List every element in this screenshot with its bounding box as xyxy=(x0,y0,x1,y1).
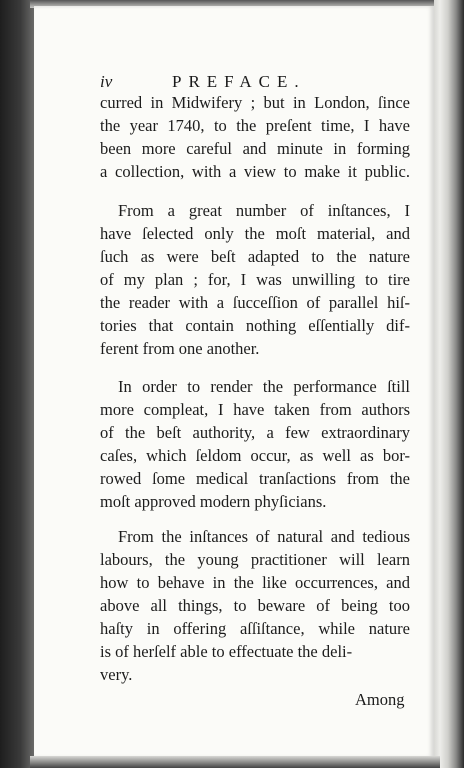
text-line: very. xyxy=(100,665,133,684)
text-line: is of herſelf able to effectuate the deli- xyxy=(100,642,353,661)
text-line: have ſelected only the moſt material, and xyxy=(100,224,410,243)
catchword: Among xyxy=(355,690,405,709)
text-line: above all things, to beware of being too xyxy=(100,596,410,615)
text-line: caſes, which ſeldom occur, as well as bor- xyxy=(100,446,410,465)
text-line: how to behave in the like occurrences, and xyxy=(100,573,410,592)
page-bottom-edge xyxy=(30,756,440,768)
text-line: of my plan ; for, I was unwilling to tire xyxy=(100,270,410,289)
text-line: ferent from one another. xyxy=(100,339,260,358)
text-line: of the beſt authority, a few extraordinary xyxy=(100,423,410,442)
page-number: iv xyxy=(100,72,113,91)
text-line: been more careful and minute in forming xyxy=(100,139,410,158)
text-line: curred in Midwifery ; but in London, ſince xyxy=(100,93,410,112)
running-title: PREFACE. xyxy=(172,72,306,91)
book-gutter-shadow xyxy=(0,0,34,768)
text-line: rowed ſome medical tranſactions from the xyxy=(100,469,410,488)
text-line: tories that contain nothing eſſentially dif- xyxy=(100,316,410,335)
page-stack-edge xyxy=(434,0,464,768)
text-line: From a great number of inſtances, I xyxy=(118,201,410,220)
text-line: From the inſtances of natural and tedious xyxy=(118,527,410,546)
text-line: In order to render the performance ſtill xyxy=(118,377,410,396)
text-line: more compleat, I have taken from authors xyxy=(100,400,410,419)
text-line: a collection, with a view to make it public. xyxy=(100,162,410,181)
text-line: ſuch as were beſt adapted to the nature xyxy=(100,247,410,266)
text-line: the year 1740, to the preſent time, I have xyxy=(100,116,410,135)
text-line: haſty in offering aſſiſtance, while nature xyxy=(100,619,410,638)
text-line: labours, the young practitioner will learn xyxy=(100,550,410,569)
text-line: moſt approved modern phyſicians. xyxy=(100,492,327,511)
text-line: the reader with a ſucceſſion of parallel hiſ- xyxy=(100,293,410,312)
